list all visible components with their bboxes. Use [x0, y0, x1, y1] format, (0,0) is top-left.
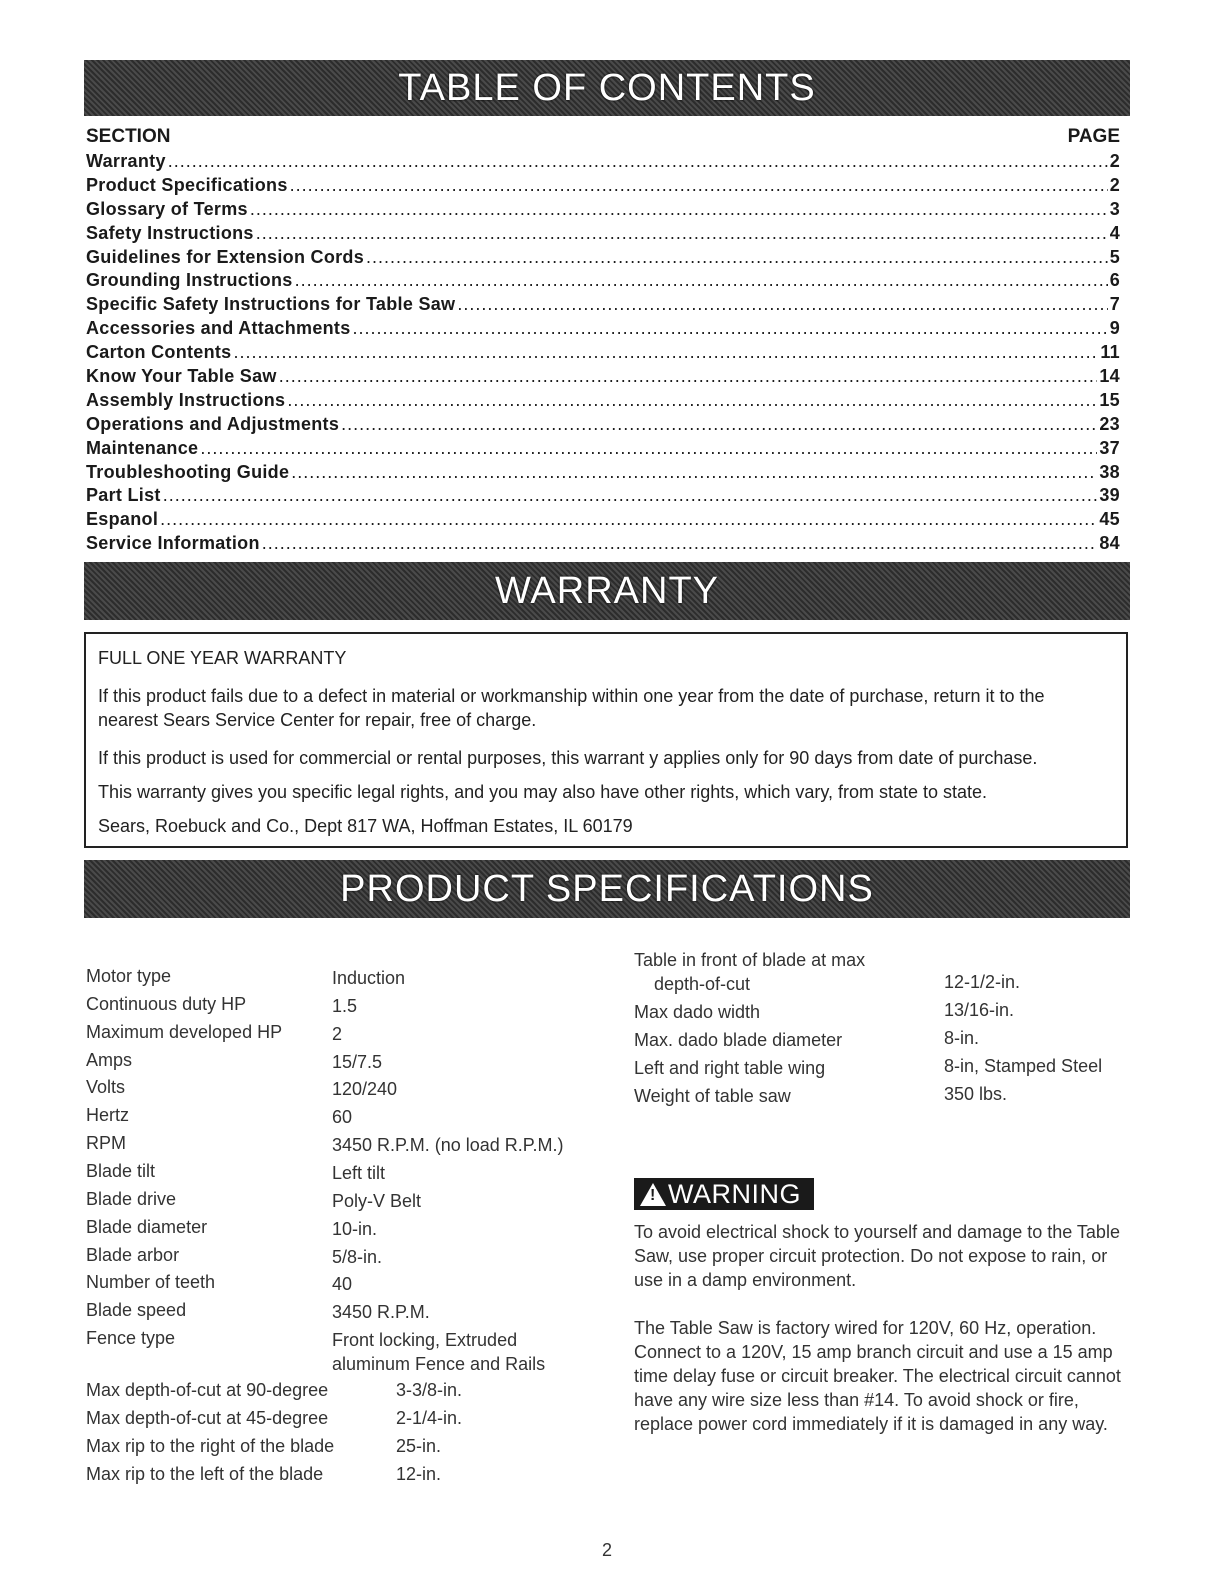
spec-key: Max depth-of-cut at 45-degree — [86, 1408, 329, 1428]
warranty-title: WARRANTY — [494, 569, 720, 612]
toc-page-header: PAGE — [1067, 126, 1120, 147]
spec-value: 5/8-in. — [332, 1247, 383, 1267]
toc-section-header: SECTION — [86, 126, 171, 147]
toc-entry-label: Operations and Adjustments — [86, 413, 340, 434]
toc-entry — [86, 390, 1120, 414]
toc-entry-label: Guidelines for Extension Cords — [86, 246, 365, 267]
warning-triangle-icon — [640, 1183, 666, 1206]
toc-entry — [86, 247, 1120, 271]
spec-value: 2-1/4-in. — [396, 1408, 463, 1428]
warning-label: WARNING — [668, 1178, 801, 1209]
spec-value: Induction — [332, 968, 406, 988]
spec-value: Front locking, Extruded — [332, 1330, 518, 1350]
spec-value: 10-in. — [332, 1219, 378, 1239]
spec-value: 12-1/2-in. — [944, 972, 1021, 992]
toc-entry — [86, 342, 1120, 366]
spec-value: 8-in, Stamped Steel — [944, 1056, 1103, 1076]
spec-value: 40 — [332, 1274, 353, 1294]
warning-symbol: ! — [650, 1186, 656, 1204]
toc-entry-label: Troubleshooting Guide — [86, 461, 290, 482]
warranty-paragraph: If this product is used for commercial or rental purposes, this warrant y applies only for 90 days from date of purchase. — [98, 748, 1038, 768]
spec-key: Max depth-of-cut at 90-degree — [86, 1380, 329, 1400]
spec-value: 2 — [332, 1024, 343, 1044]
spec-key: Weight of table saw — [634, 1086, 791, 1106]
spec-value: 60 — [332, 1107, 353, 1127]
spec-key: Blade speed — [86, 1300, 187, 1320]
warranty-heading: FULL ONE YEAR WARRANTY — [98, 648, 347, 668]
spec-value: 12-in. — [396, 1464, 442, 1484]
toc-entry-page: 38 — [1099, 461, 1120, 482]
page-number: 2 — [601, 1540, 612, 1560]
warranty-box — [84, 632, 1128, 848]
toc-entry-page: 5 — [1109, 246, 1120, 267]
spec-key: Amps — [86, 1050, 133, 1070]
spec-key: Blade drive — [86, 1189, 177, 1209]
spec-value: 25-in. — [396, 1436, 442, 1456]
toc-entry-page: 6 — [1109, 270, 1120, 291]
spec-value: 8-in. — [944, 1028, 980, 1048]
toc-entry — [86, 414, 1120, 438]
toc-entry-page: 45 — [1099, 509, 1120, 530]
spec-key: Table in front of blade at max — [634, 950, 866, 970]
spec-value: 13/16-in. — [944, 1000, 1015, 1020]
toc-entry-page: 4 — [1109, 222, 1120, 243]
toc-entry-label: Assembly Instructions — [86, 389, 286, 410]
toc-entry — [86, 509, 1120, 533]
specs-title: PRODUCT SPECIFICATIONS — [340, 867, 874, 910]
spec-key: Max rip to the right of the blade — [86, 1436, 335, 1456]
toc-entry-label: Grounding Instructions — [86, 270, 293, 291]
toc-entry-page: 39 — [1099, 485, 1120, 506]
spec-key: Left and right table wing — [634, 1058, 826, 1078]
toc-entry-page: 9 — [1109, 318, 1120, 339]
toc-entry-label: Warranty — [86, 151, 166, 171]
spec-key: Motor type — [86, 966, 172, 986]
toc-entry — [86, 318, 1120, 342]
toc-entry-page: 84 — [1099, 533, 1120, 554]
toc-entry-label: Accessories and Attachments — [86, 318, 351, 339]
spec-value: 3-3/8-in. — [396, 1380, 463, 1400]
toc-entry-page: 2 — [1109, 151, 1120, 171]
toc-entry — [86, 366, 1120, 390]
toc-entry — [86, 485, 1120, 509]
spec-key: Max dado width — [634, 1002, 761, 1022]
spec-key: Max rip to the left of the blade — [86, 1464, 324, 1484]
toc-header-row — [86, 126, 1120, 148]
toc-entry-label: Product Specifications — [86, 174, 288, 195]
spec-value: 3450 R.P.M. (no load R.P.M.) — [332, 1135, 564, 1155]
toc-entry — [86, 462, 1120, 486]
toc-entry — [86, 175, 1120, 199]
specs-banner — [84, 860, 1130, 918]
toc-entry-page: 11 — [1100, 342, 1120, 363]
toc-entry — [86, 270, 1120, 294]
spec-value: 350 lbs. — [944, 1084, 1008, 1104]
spec-key: Blade tilt — [86, 1161, 156, 1181]
spec-key: Continuous duty HP — [86, 994, 247, 1014]
spec-value: Poly-V Belt — [332, 1191, 422, 1211]
toc-entry-page: 2 — [1109, 174, 1120, 195]
toc-entry — [86, 294, 1120, 318]
toc-banner — [84, 60, 1130, 116]
spec-key: Hertz — [86, 1105, 130, 1125]
toc-title: TABLE OF CONTENTS — [398, 66, 816, 109]
warranty-paragraph: If this product fails due to a defect in material or workmanship within one year from the date of purchase, return it to the nearest Sears Service Center for repair, free of charge. — [98, 686, 1045, 730]
warranty-banner — [84, 562, 1130, 620]
spec-value: 15/7.5 — [332, 1052, 383, 1072]
toc-entry — [86, 151, 1120, 175]
toc-entry — [86, 199, 1120, 223]
warning-badge — [634, 1178, 814, 1210]
toc-entry — [86, 438, 1120, 462]
toc-entry-page: 37 — [1099, 437, 1120, 458]
toc-entry-page: 14 — [1099, 366, 1120, 387]
toc-entry-label: Safety Instructions — [86, 222, 254, 243]
toc-entry-label: Espanol — [86, 509, 159, 530]
spec-value: 120/240 — [332, 1079, 398, 1099]
spec-key: Maximum developed HP — [86, 1022, 283, 1042]
toc-entry-label: Maintenance — [86, 437, 199, 458]
spec-key: Fence type — [86, 1328, 176, 1348]
toc-entry-page: 7 — [1109, 294, 1120, 315]
spec-value: 1.5 — [332, 996, 358, 1016]
warranty-paragraph: This warranty gives you specific legal rights, and you may also have other rights, which vary, from state to state. — [98, 782, 988, 802]
toc-entry — [86, 533, 1120, 557]
toc-entry-label: Specific Safety Instructions for Table Saw — [86, 294, 456, 315]
spec-key: Max. dado blade diameter — [634, 1030, 843, 1050]
toc-entry-label: Carton Contents — [86, 342, 232, 363]
toc-entry-label: Part List — [86, 485, 161, 506]
spec-key: Volts — [86, 1077, 126, 1097]
spec-value: Left tilt — [332, 1163, 386, 1183]
spec-key: Blade arbor — [86, 1245, 180, 1265]
toc-entry — [86, 223, 1120, 247]
spec-key: Blade diameter — [86, 1217, 208, 1237]
toc-entry-page: 23 — [1099, 413, 1120, 434]
wiring-text: The Table Saw is factory wired for 120V, 60 Hz, operation. Connect to a 120V, 15 amp branch circuit and use a 15 amp time delay fuse or circuit breaker. The electrical circuit cannot have any wire size less than #14. To avoid shock or fire, replace power cord immediately if it is damaged in any way. — [634, 1318, 1121, 1434]
spec-value: 3450 R.P.M. — [332, 1302, 430, 1322]
toc-entry-label: Know Your Table Saw — [86, 366, 277, 387]
toc-list — [86, 151, 1120, 557]
spec-key: depth-of-cut — [654, 974, 751, 994]
spec-key: RPM — [86, 1133, 126, 1153]
spec-value: aluminum Fence and Rails — [332, 1354, 546, 1374]
warning-text: To avoid electrical shock to yourself and damage to the Table Saw, use proper circuit protection. Do not expose to rain, or use in a damp environment. — [634, 1222, 1120, 1290]
toc-entry-page: 15 — [1099, 389, 1120, 410]
warranty-address: Sears, Roebuck and Co., Dept 817 WA, Hoffman Estates, IL 60179 — [98, 816, 633, 836]
toc-entry-label: Glossary of Terms — [86, 198, 248, 219]
spec-key: Number of teeth — [86, 1272, 216, 1292]
toc-entry-label: Service Information — [86, 533, 260, 554]
toc-entry-page: 3 — [1109, 198, 1120, 219]
